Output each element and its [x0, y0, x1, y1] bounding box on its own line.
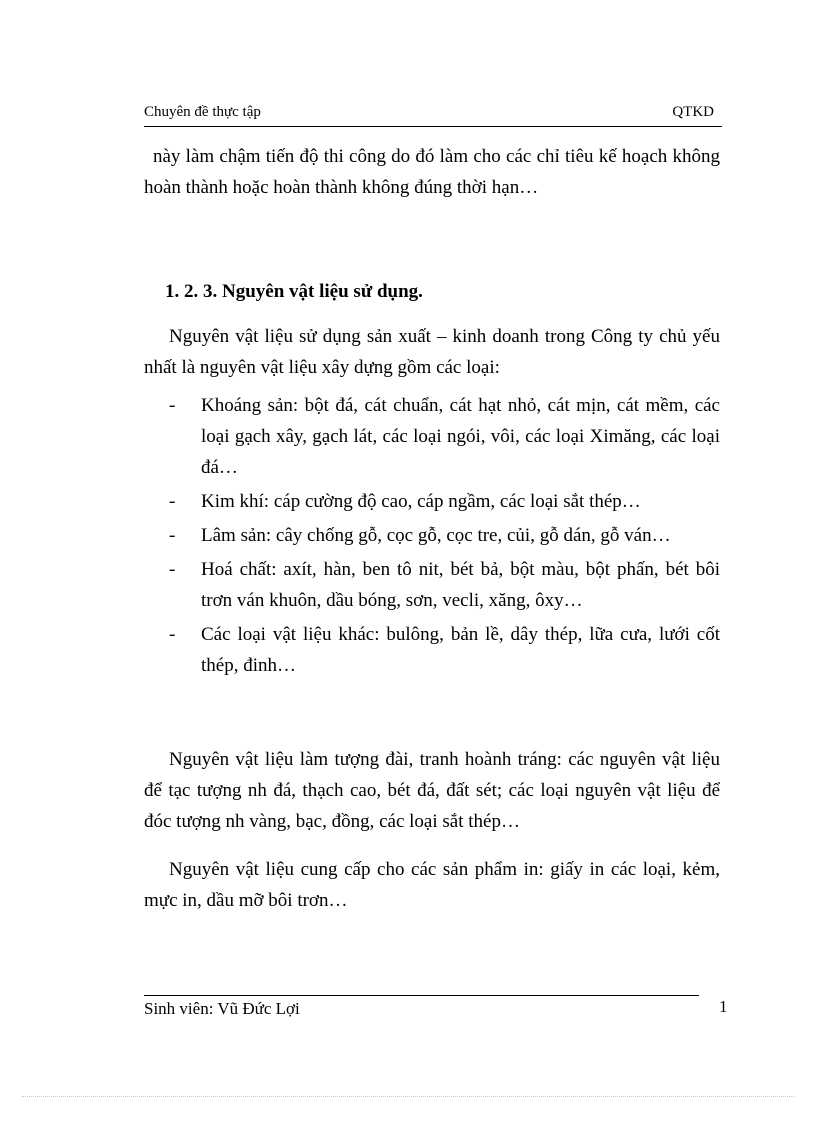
- section-heading: 1. 2. 3. Nguyên vật liệu sử dụng.: [165, 281, 423, 302]
- footer-student-name: Sinh viên: Vũ Đức Lợi: [144, 999, 300, 1018]
- header-department: QTKD: [672, 104, 714, 120]
- list-item-minerals: [144, 390, 720, 483]
- page-edge-divider: [22, 1096, 794, 1097]
- header-title: Chuyên đề thực tập: [144, 104, 261, 120]
- list-item-other: [144, 619, 720, 681]
- list-item-text: Lâm sản: cây chống gỗ, cọc gỗ, cọc tre, củi, gỗ dán, gỗ ván…: [201, 525, 671, 546]
- dash-bullet: -: [169, 624, 176, 645]
- list-item-text: Kim khí: cáp cường độ cao, cáp ngầm, các loại sắt thép…: [201, 491, 641, 512]
- list-item-metals: [144, 486, 720, 517]
- list-item-text: Các loại vật liệu khác: bulông, bản lề, dây thép, lữa cưa, lưới cốt thép, đinh…: [201, 624, 720, 676]
- list-item-forestry: [144, 520, 720, 551]
- dash-bullet: -: [169, 395, 176, 416]
- list-item-chemicals: [144, 554, 720, 616]
- print-materials-paragraph: Nguyên vật liệu cung cấp cho các sản phẩm in: giấy in các loại, kẻm, mực in, dầu mỡ bôi trơn…: [144, 859, 720, 911]
- materials-list: [144, 390, 720, 684]
- main-paragraph: Nguyên vật liệu sử dụng sản xuất – kinh doanh trong Công ty chủ yếu nhất là nguyên vật liệu xây dựng gồm các loại:: [144, 326, 720, 378]
- statue-materials-paragraph: Nguyên vật liệu làm tượng đài, tranh hoành tráng: các nguyên vật liệu để tạc tượng nh đá, thạch cao, bét đá, đất sét; các loại nguyên vật liệu để đóc tượng nh vàng, bạc, đồng, các loại sắt thép…: [144, 749, 720, 832]
- list-item-text: Khoáng sản: bột đá, cát chuẩn, cát hạt nhỏ, cát mịn, cát mềm, các loại gạch xây, gạch lát, các loại ngói, vôi, các loại Ximăng, các loại đá…: [201, 395, 720, 478]
- dash-bullet: -: [169, 491, 176, 512]
- dash-bullet: -: [169, 525, 176, 546]
- footer-divider: [144, 995, 699, 996]
- page-header: [144, 104, 722, 127]
- page-number: 1: [719, 997, 728, 1016]
- intro-paragraph: này làm chậm tiến độ thi công do đó làm cho các chỉ tiêu kế hoạch không hoàn thành hoặc hoàn thành không đúng thời hạn…: [144, 146, 720, 198]
- list-item-text: Hoá chất: axít, hàn, ben tô nit, bét bả, bột màu, bột phấn, bét bôi trơn ván khuôn, dầu bóng, sơn, vecli, xăng, ôxy…: [201, 559, 720, 611]
- dash-bullet: -: [169, 559, 176, 580]
